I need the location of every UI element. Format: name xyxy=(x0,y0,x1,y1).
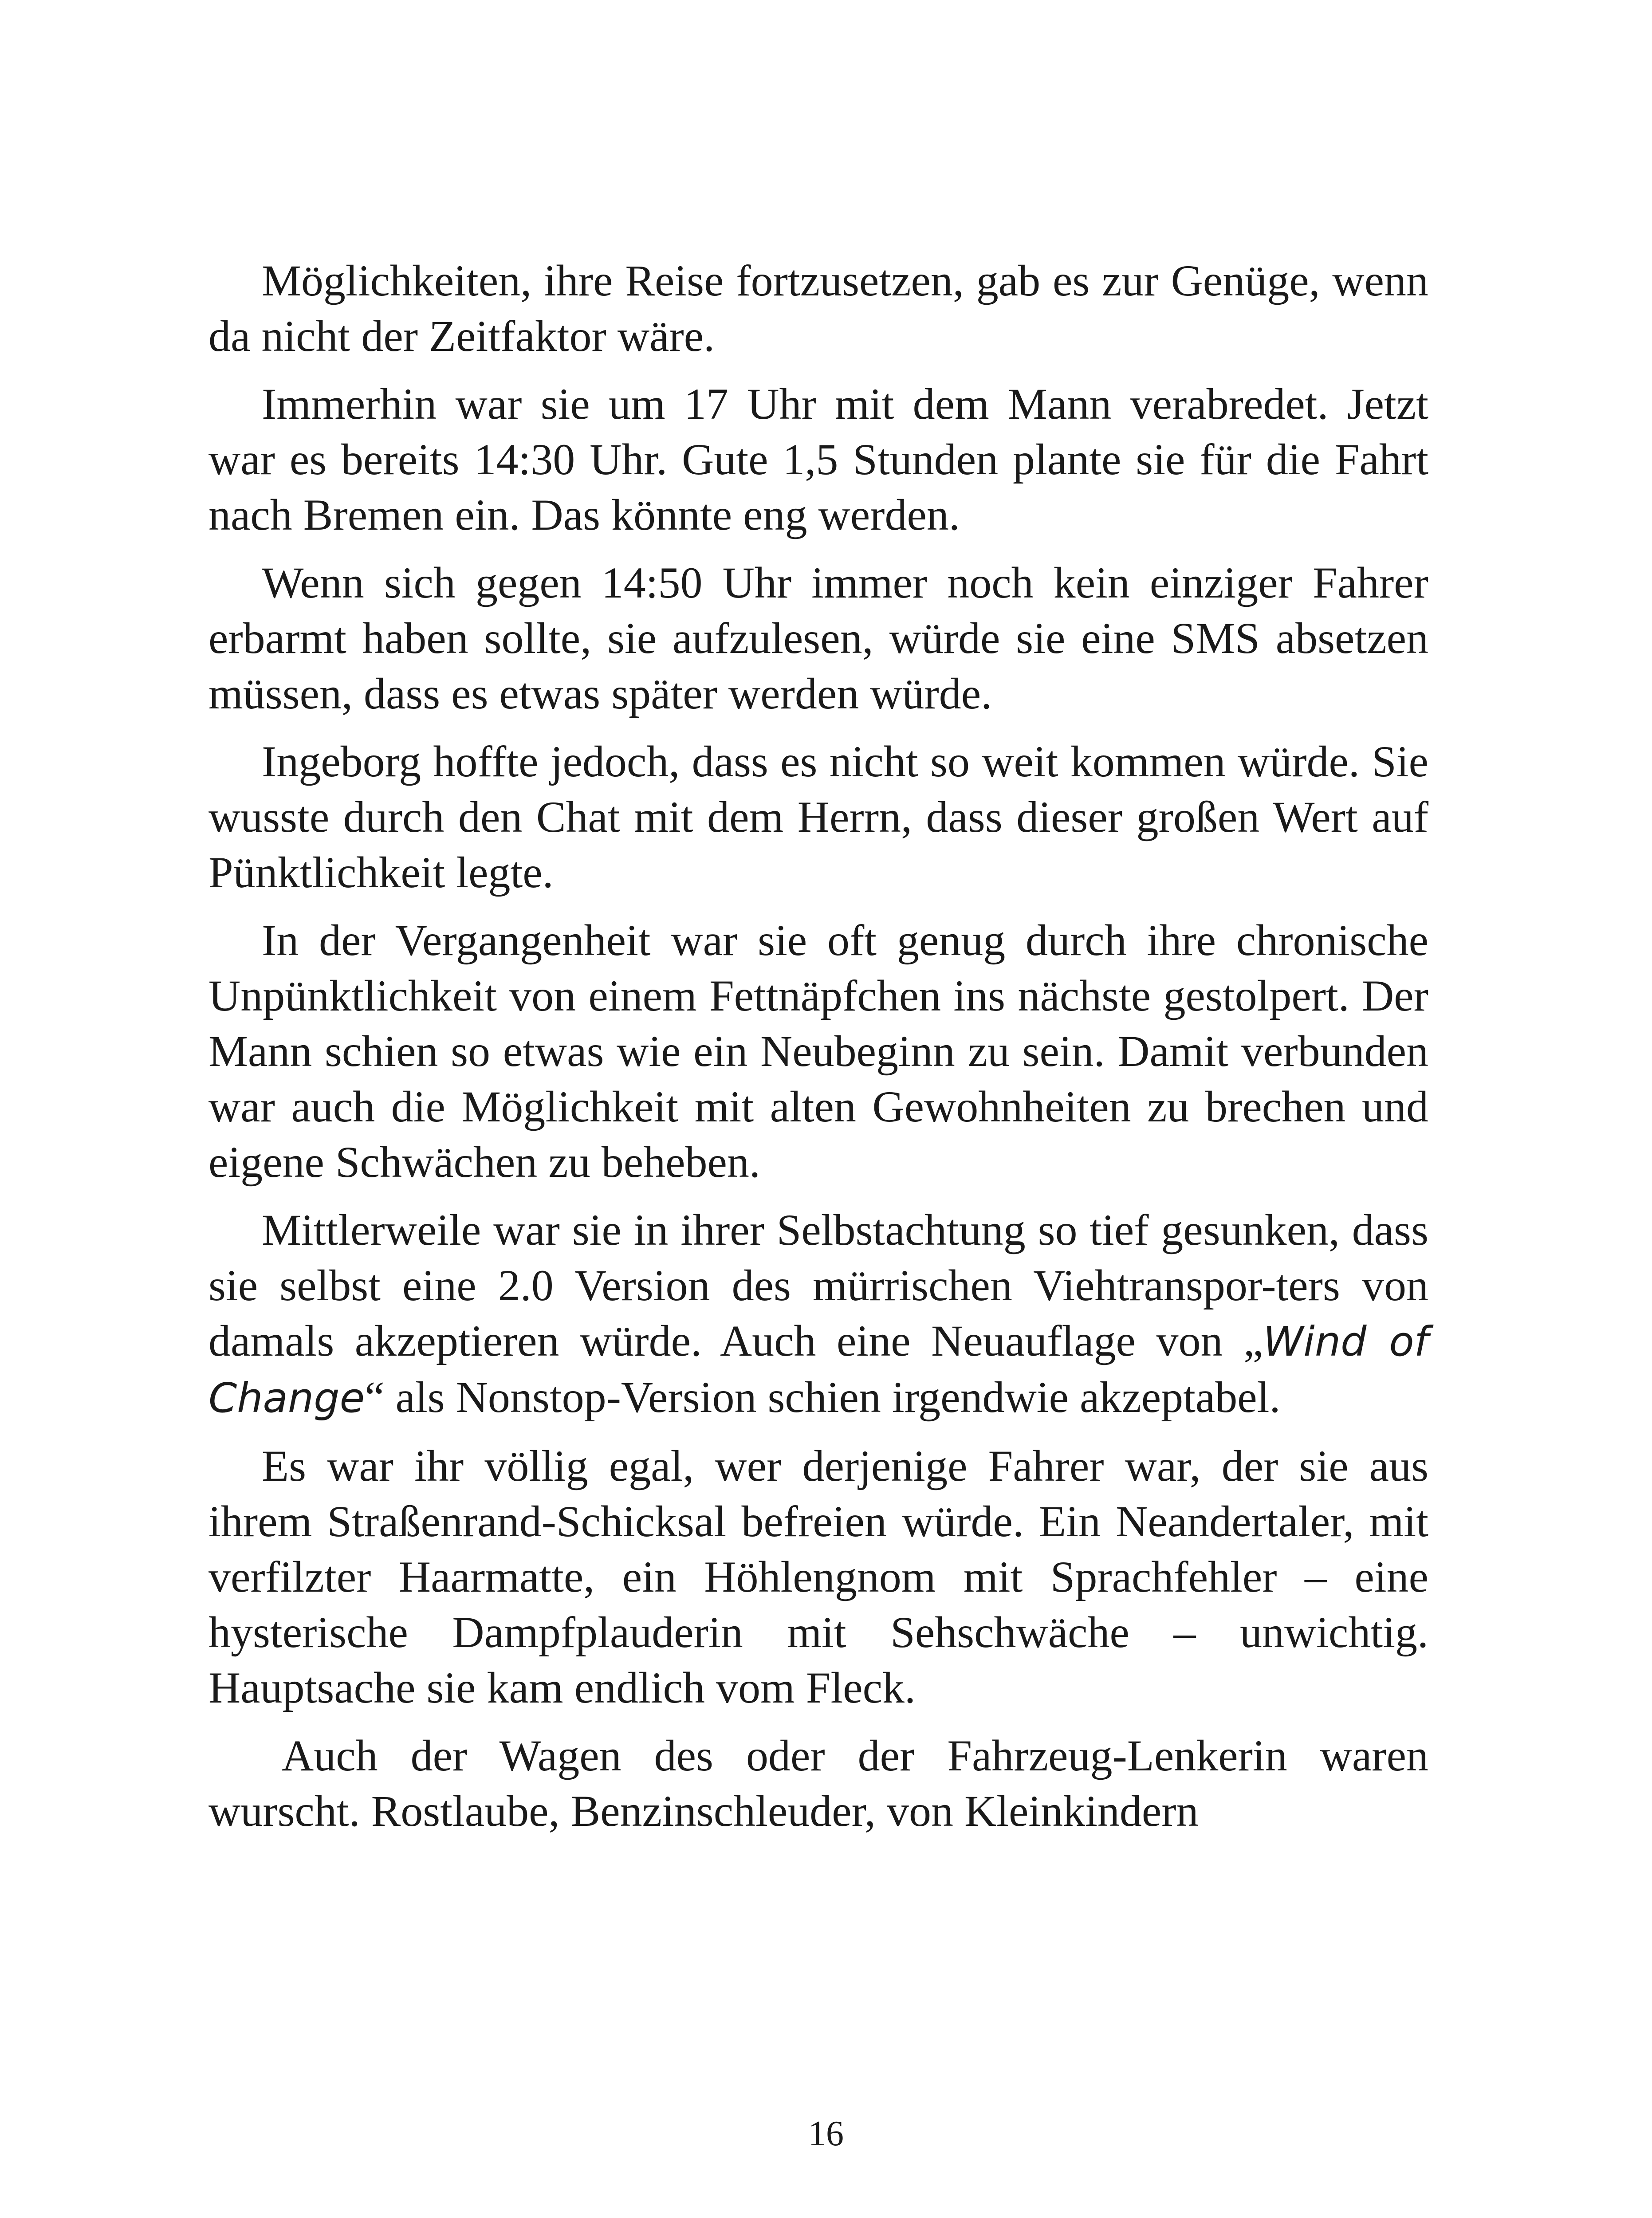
paragraph-6 xyxy=(208,1202,1428,1426)
paragraph-2: Immerhin war sie um 17 Uhr mit dem Mann verabredet. Jetzt war es bereits 14:30 Uhr. Gute 1,5 Stunden plante sie für die Fahrt nach Bremen ein. Das könnte eng werden. xyxy=(208,379,1428,539)
paragraph-5: In der Vergangenheit war sie oft genug durch ihre chronische Unpünktlichkeit von einem Fettnäpfchen ins nächste gestolpert. Der Mann schien so etwas wie ein Neubeginn zu sein. Damit verbunden war auch die Möglichkeit mit alten Gewohnheiten zu brechen und eigene Schwächen zu beheben. xyxy=(208,916,1428,1187)
paragraph-3: Wenn sich gegen 14:50 Uhr immer noch kein einziger Fahrer erbarmt haben sollte, sie aufzulesen, würde sie eine SMS absetzen müssen, dass es etwas später werden würde. xyxy=(208,558,1428,718)
paragraph-8: Auch der Wagen des oder der Fahrzeug-Lenkerin waren wurscht. Rostlaube, Benzinschleuder, von Kleinkindern xyxy=(208,1731,1428,1836)
paragraph-7: Es war ihr völlig egal, wer derjenige Fahrer war, der sie aus ihrem Straßenrand-Schicksal befreien würde. Ein Neandertaler, mit verfilzter Haarmatte, ein Höhlengnom mit Sprachfehler – eine hysterische Dampfplauderin mit Sehschwäche – unwichtig. Hauptsache sie kam endlich vom Fleck. xyxy=(208,1441,1428,1712)
paragraph-4: Ingeborg hoffte jedoch, dass es nicht so weit kommen würde. Sie wusste durch den Chat mit dem Herrn, dass dieser großen Wert auf Pünktlichkeit legte. xyxy=(208,737,1428,897)
paragraph-6-text-after: “ als Nonstop-Version schien irgendwie akzeptabel. xyxy=(365,1372,1281,1422)
page-number: 16 xyxy=(808,2114,844,2153)
paragraph-1: Möglichkeiten, ihre Reise fortzusetzen, gab es zur Genüge, wenn da nicht der Zeitfaktor wäre. xyxy=(208,256,1428,361)
paragraph-6-text-before: Mittlerweile war sie in ihrer Selbstachtung so tief gesunken, dass sie selbst eine 2.0 Version des mürrischen Viehtranspor-ters von damals akzeptieren würde. Auch eine Neuauflage von „ xyxy=(208,1205,1428,1365)
body-text xyxy=(208,253,1428,1851)
song-title: Wind of Change xyxy=(208,1318,1429,1422)
